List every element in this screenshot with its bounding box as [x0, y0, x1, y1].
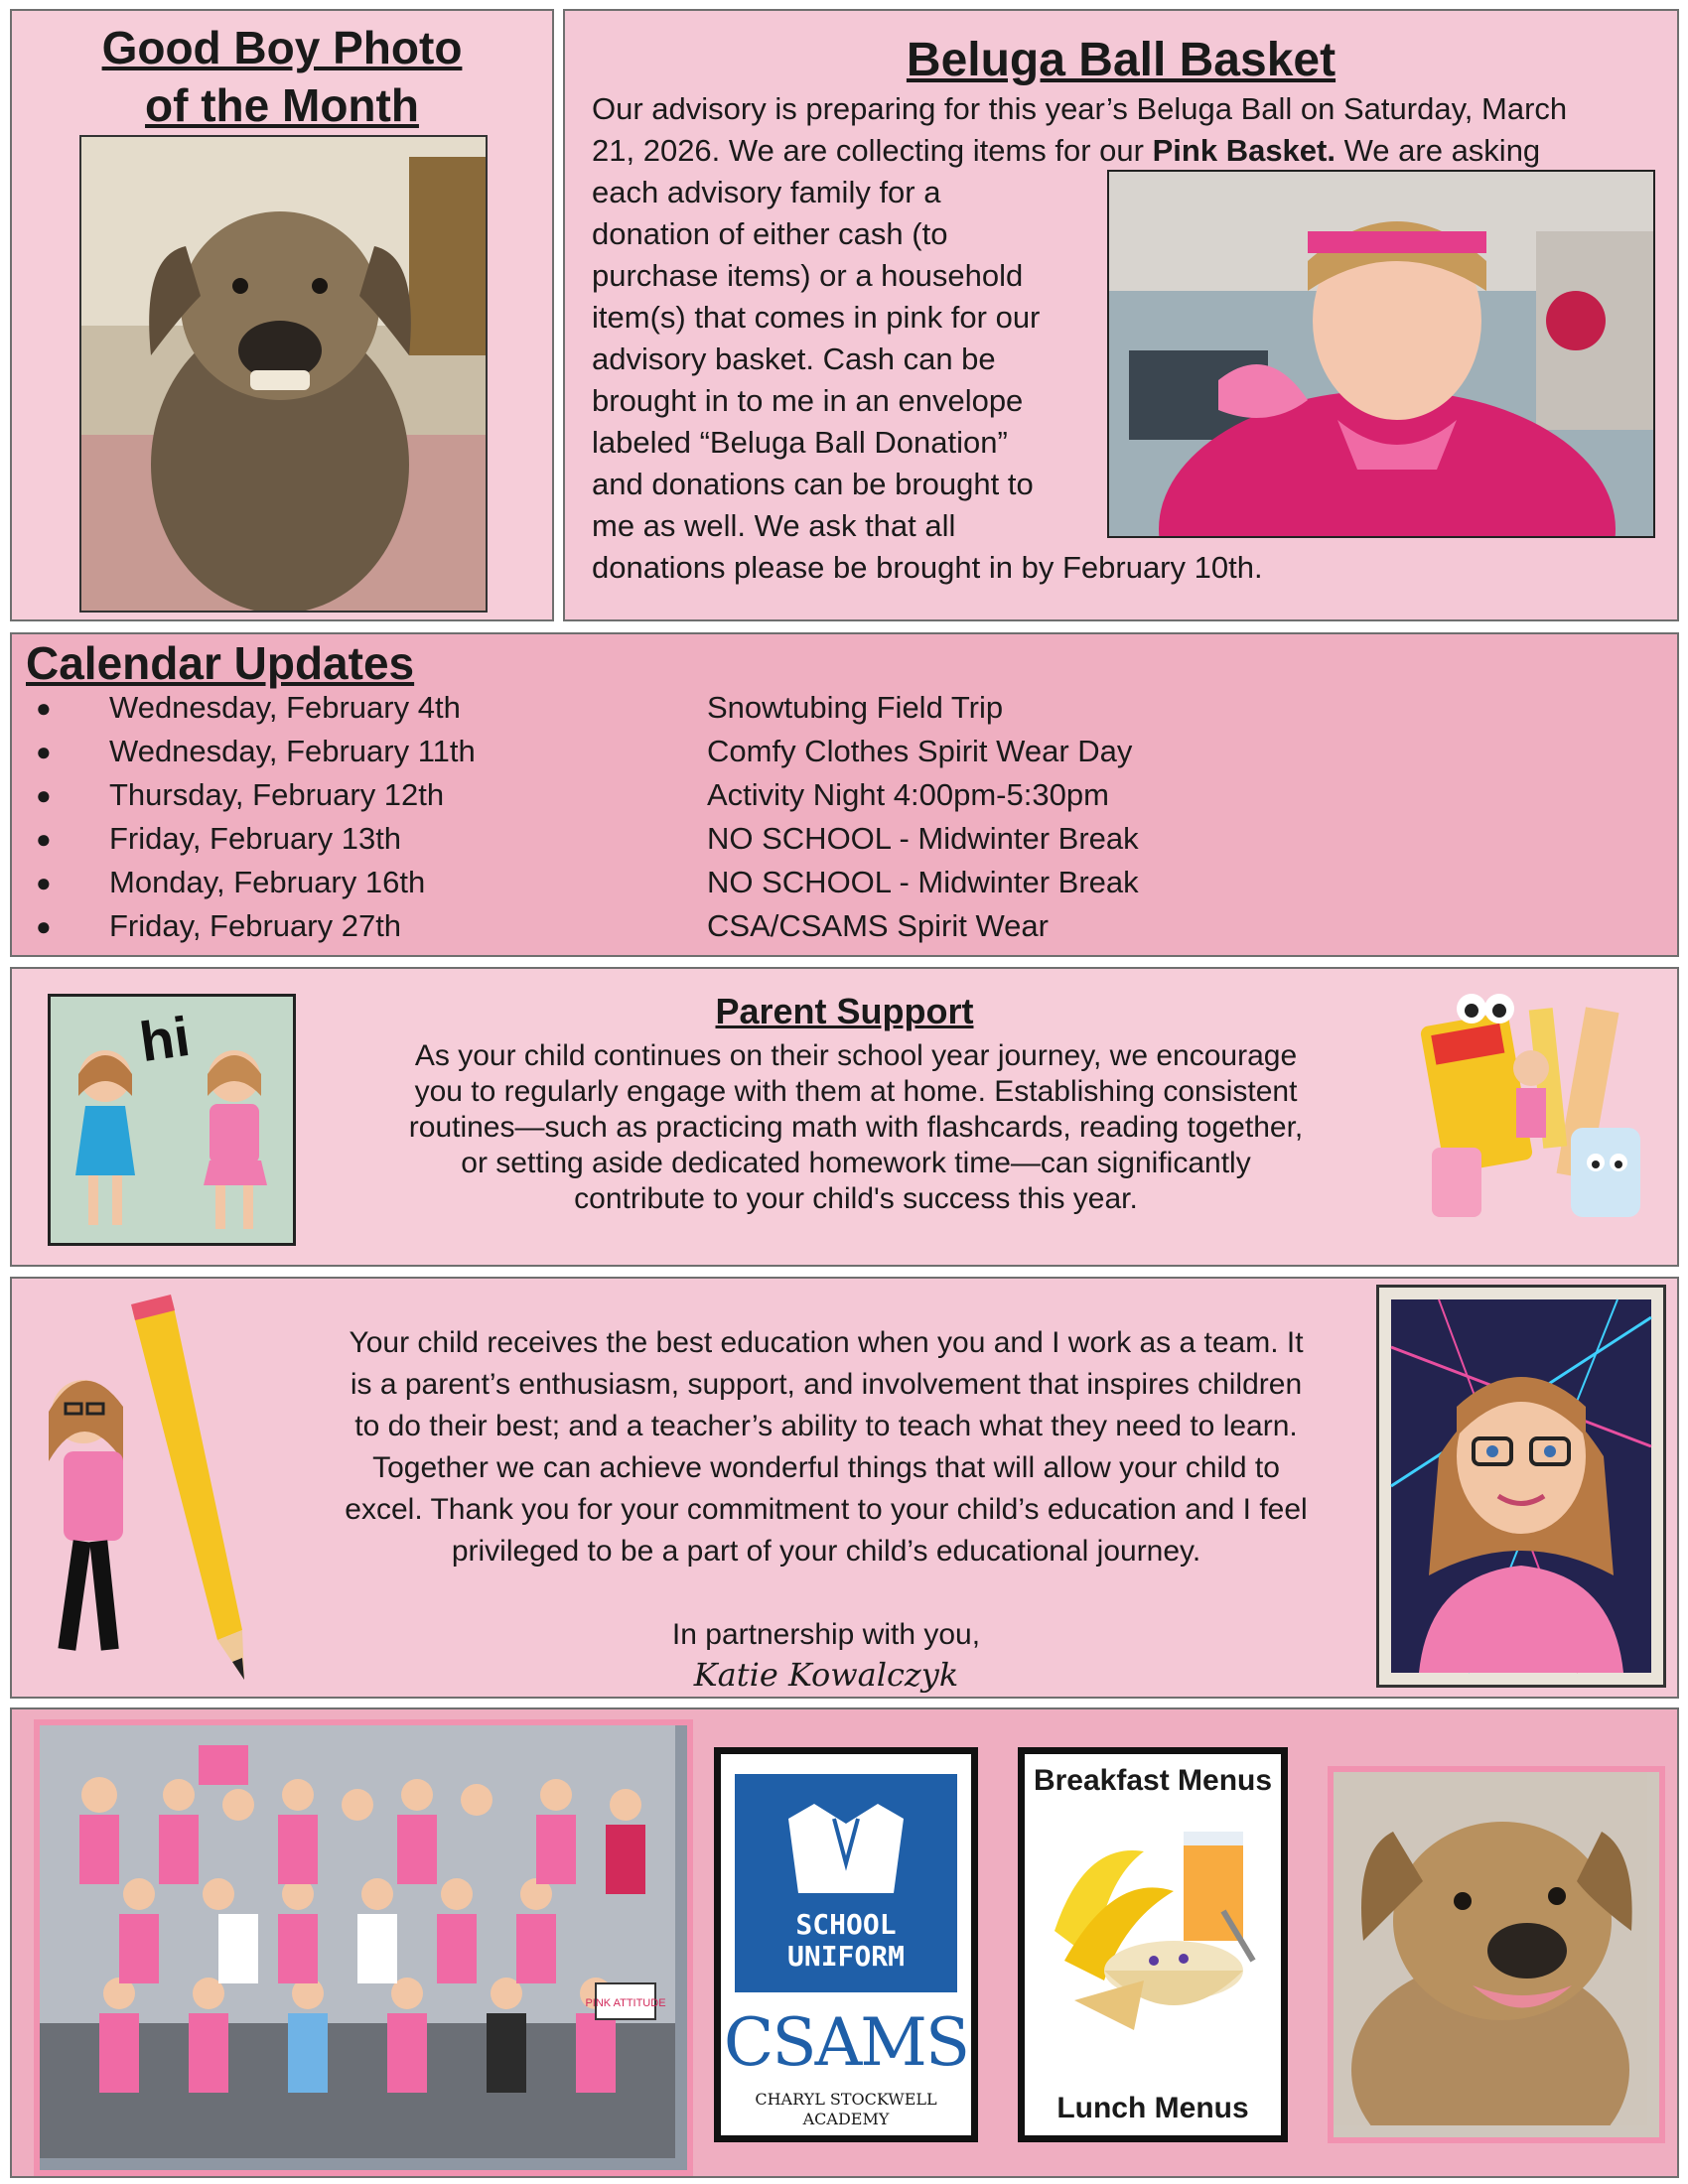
- good-boy-title-line2: of the Month: [145, 79, 419, 131]
- beluga-wrapped-line: and donations can be brought to: [592, 467, 1034, 501]
- beluga-ball-section: [563, 9, 1679, 621]
- team-line: to do their best; and a teacher’s ability to teach what they need to learn.: [354, 1410, 1298, 1442]
- csams-logo: CSAMS: [723, 2004, 969, 2081]
- calendar-event: NO SCHOOL - Midwinter Break: [707, 821, 1139, 856]
- good-boy-section: [10, 9, 554, 621]
- uniform-blue-panel: [735, 1774, 957, 1992]
- pink-student-image: [1109, 172, 1653, 536]
- beluga-wrapped-line: item(s) that comes in pink for our: [592, 300, 1041, 335]
- team-line: privileged to be a part of your child’s educational journey.: [451, 1535, 1201, 1568]
- calendar-event: NO SCHOOL - Midwinter Break: [707, 865, 1139, 899]
- parent-support-body: [359, 1038, 1352, 1217]
- school-uniform-link[interactable]: [714, 1747, 978, 2142]
- calendar-section: [10, 632, 1679, 957]
- pencil-bitmoji: [24, 1293, 262, 1690]
- dog-photo-2-image: [1334, 1772, 1647, 2125]
- parent-support-line: As your child continues on their school year journey, we encourage: [414, 1039, 1298, 1072]
- beluga-last-line: donations please be brought in by February 10th.: [592, 550, 1263, 585]
- beluga-wrapped-line: each advisory family for a: [592, 175, 941, 209]
- team-line: Together we can achieve wonderful things that will allow your child to: [372, 1451, 1280, 1484]
- calendar-date: Thursday, February 12th: [109, 777, 445, 812]
- calendar-row: [26, 686, 1654, 730]
- calendar-date: Wednesday, February 4th: [109, 690, 461, 725]
- team-line: is a parent’s enthusiasm, support, and involvement that inspires children: [350, 1368, 1303, 1401]
- calendar-date: Wednesday, February 11th: [109, 734, 476, 768]
- team-line: excel. Thank you for your commitment to your child’s education and I feel: [345, 1493, 1308, 1526]
- beluga-line-2-pre: 21, 2026. We are collecting items for our: [592, 133, 1153, 168]
- calendar-date: Monday, February 16th: [109, 865, 426, 899]
- team-body: [265, 1322, 1387, 1572]
- bullet-icon: ●: [36, 824, 52, 854]
- bullet-icon: ●: [36, 737, 52, 766]
- breakfast-food-icon: [1025, 1812, 1281, 2060]
- uniform-label-line2: UNIFORM: [786, 1940, 905, 1973]
- calendar-row: [26, 861, 1654, 904]
- calendar-date: Friday, February 27th: [109, 908, 402, 943]
- calendar-event: CSA/CSAMS Spirit Wear: [707, 908, 1049, 943]
- signature: Katie Kowalczyk: [693, 1656, 959, 1694]
- calendar-event: Snowtubing Field Trip: [707, 690, 1004, 725]
- bullet-icon: ●: [36, 780, 52, 810]
- pink-basket-emphasis: Pink Basket.: [1152, 133, 1336, 168]
- parent-support-line: or setting aside dedicated homework time—can significantly: [461, 1147, 1251, 1179]
- hi-text: hi: [135, 1004, 194, 1074]
- good-boy-title: [12, 19, 552, 134]
- class-photo-image: [40, 1725, 675, 2158]
- calendar-event: Activity Night 4:00pm-5:30pm: [707, 777, 1109, 812]
- uniform-label: [735, 1909, 957, 1973]
- beluga-line-1: Our advisory is preparing for this year’s Beluga Ball on Saturday, March: [592, 91, 1568, 126]
- dog-photo: [79, 135, 488, 613]
- calendar-row: [26, 730, 1654, 773]
- beluga-line-2-post: We are asking: [1335, 133, 1541, 168]
- pink-attitude-sign: PINK ATTITUDE: [585, 1997, 666, 2009]
- beluga-wrapped-line: donation of either cash (to: [592, 216, 948, 251]
- good-boy-title-line1: Good Boy Photo: [101, 22, 463, 73]
- teacher-portrait-art: [1379, 1288, 1663, 1685]
- menus-link[interactable]: [1018, 1747, 1288, 2142]
- beluga-wrapped-line: brought in to me in an envelope: [592, 383, 1024, 418]
- school-supplies-art: [1412, 989, 1658, 1245]
- parent-support-title: Parent Support: [715, 991, 974, 1031]
- team-line: Your child receives the best education when you and I work as a team. It: [349, 1326, 1304, 1359]
- academy-name-line1: CHARYL STOCKWELL: [755, 2090, 937, 2109]
- parent-support-line: contribute to your child's success this year.: [574, 1182, 1138, 1215]
- parent-support-line: routines—such as practicing math with flashcards, reading together,: [408, 1111, 1304, 1144]
- calendar-row: [26, 817, 1654, 861]
- teacher-portrait: [1376, 1285, 1666, 1688]
- calendar-row: [26, 773, 1654, 817]
- school-supplies-bitmoji: [1412, 989, 1658, 1245]
- bullet-icon: ●: [36, 693, 52, 723]
- calendar-date: Friday, February 13th: [109, 821, 402, 856]
- bullet-icon: ●: [36, 911, 52, 941]
- beluga-wrapped-text: [592, 172, 1108, 547]
- beluga-wrapped-line: advisory basket. Cash can be: [592, 341, 996, 376]
- beluga-title: Beluga Ball Basket: [906, 34, 1336, 86]
- uniform-label-line1: SCHOOL: [795, 1908, 897, 1941]
- pink-student-photo: [1107, 170, 1655, 538]
- bullet-icon: ●: [36, 868, 52, 897]
- beluga-line-2: [592, 130, 1664, 172]
- dog-photo-image: [81, 137, 486, 611]
- dog-photo-2: [1328, 1766, 1665, 2143]
- breakfast-menus-label: Breakfast Menus: [1033, 1764, 1273, 1797]
- class-photo: [34, 1719, 693, 2176]
- beluga-wrapped-line: labeled “Beluga Ball Donation”: [592, 425, 1008, 460]
- bottom-gallery: [10, 1707, 1679, 2178]
- academy-name: [721, 2090, 971, 2129]
- academy-name-line2: ACADEMY: [802, 2110, 890, 2128]
- team-section: [10, 1277, 1679, 1699]
- pencil-bitmoji-art: [24, 1293, 262, 1690]
- calendar-event: Comfy Clothes Spirit Wear Day: [707, 734, 1133, 768]
- parent-support-section: [10, 967, 1679, 1267]
- closing-text: In partnership with you,: [671, 1618, 981, 1651]
- calendar-title: Calendar Updates: [26, 637, 415, 689]
- calendar-row: [26, 904, 1654, 948]
- beluga-wrapped-line: me as well. We ask that all: [592, 508, 956, 543]
- parent-support-line: you to regularly engage with them at home. Establishing consistent: [414, 1075, 1298, 1108]
- lunch-menus-label: Lunch Menus: [1056, 2092, 1249, 2124]
- beluga-wrapped-line: purchase items) or a household: [592, 258, 1024, 293]
